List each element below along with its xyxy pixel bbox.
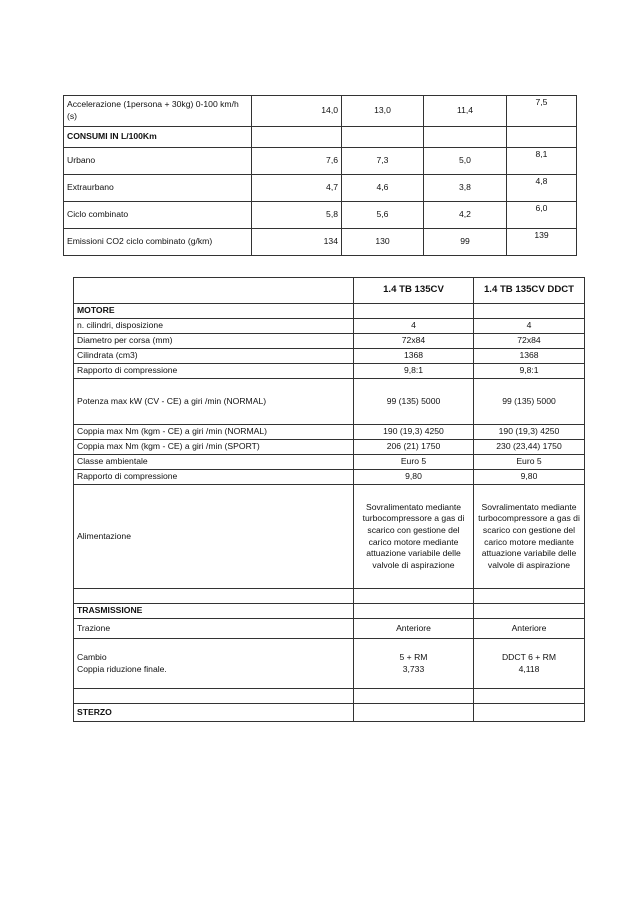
row-label: Coppia max Nm (kgm - CE) a giri /min (SPORT)	[74, 440, 354, 455]
table-row	[74, 455, 585, 470]
row-label: Potenza max kW (CV - CE) a giri /min (NORMAL)	[74, 379, 354, 425]
column-header: 1.4 TB 135CV	[354, 278, 474, 304]
section-header-row	[74, 704, 585, 722]
cell-value: 3,8	[424, 175, 507, 202]
cell-value: 8,1	[507, 148, 577, 175]
cell-value: Euro 5	[474, 455, 585, 470]
row-label: Classe ambientale	[74, 455, 354, 470]
table-row	[64, 96, 577, 127]
cell-value: 5,0	[424, 148, 507, 175]
table-row	[74, 364, 585, 379]
section-title: TRASMISSIONE	[74, 604, 354, 619]
cell-value: 4,7	[252, 175, 342, 202]
cell-value: 130	[342, 229, 424, 256]
table-row	[74, 440, 585, 455]
cell-value: 99 (135) 5000	[474, 379, 585, 425]
table-row	[74, 349, 585, 364]
cell-value: DDCT 6 + RM 4,118	[474, 639, 585, 689]
table-row	[74, 425, 585, 440]
cell-value: 7,5	[507, 96, 577, 127]
row-label: Ciclo combinato	[64, 202, 252, 229]
cell-value: Sovralimentato mediante turbocompressore a gas di scarico con gestione del carico motore mediante attuazione variabile delle valvole di aspirazione	[354, 485, 474, 589]
cell-value: 4,6	[342, 175, 424, 202]
row-label: Alimentazione	[74, 485, 354, 589]
cell-value: 11,4	[424, 96, 507, 127]
cell-value: 5,8	[252, 202, 342, 229]
table-row	[64, 148, 577, 175]
section-title: STERZO	[74, 704, 354, 722]
row-label: n. cilindri, disposizione	[74, 319, 354, 334]
cell-value: 9,80	[354, 470, 474, 485]
cell-value: 9,80	[474, 470, 585, 485]
section-header-row	[64, 127, 577, 148]
table-row	[74, 619, 585, 639]
section-title: MOTORE	[74, 304, 354, 319]
cell-value: 7,3	[342, 148, 424, 175]
cell-value: 4,2	[424, 202, 507, 229]
row-label: Accelerazione (1persona + 30kg) 0-100 km/h (s)	[64, 96, 252, 127]
table-row	[64, 175, 577, 202]
cell-value: 9,8:1	[474, 364, 585, 379]
cell-value: 99 (135) 5000	[354, 379, 474, 425]
row-label: Rapporto di compressione	[74, 470, 354, 485]
cell-value: 99	[424, 229, 507, 256]
table-row	[74, 639, 585, 689]
row-label: Coppia max Nm (kgm - CE) a giri /min (NORMAL)	[74, 425, 354, 440]
engine-spec-table	[73, 277, 585, 722]
cell-value: 5,6	[342, 202, 424, 229]
table-row	[74, 319, 585, 334]
cell-value: 134	[252, 229, 342, 256]
cell-value: 72x84	[474, 334, 585, 349]
spacer-row	[74, 589, 585, 604]
cell-value: 230 (23,44) 1750	[474, 440, 585, 455]
column-header: 1.4 TB 135CV DDCT	[474, 278, 585, 304]
row-label: Trazione	[74, 619, 354, 639]
row-label: Diametro per corsa (mm)	[74, 334, 354, 349]
cell-value: 139	[507, 229, 577, 256]
cell-value: Anteriore	[354, 619, 474, 639]
cell-value: 206 (21) 1750	[354, 440, 474, 455]
cell-value: Sovralimentato mediante turbocompressore a gas di scarico con gestione del carico motore mediante attuazione variabile delle valvole di aspirazione	[474, 485, 585, 589]
cell-value: 4	[354, 319, 474, 334]
row-label: Urbano	[64, 148, 252, 175]
cell-value: 4,8	[507, 175, 577, 202]
row-label: Emissioni CO2 ciclo combinato (g/km)	[64, 229, 252, 256]
section-header-row	[74, 304, 585, 319]
cell-value: 5 + RM 3,733	[354, 639, 474, 689]
cell-value: 6,0	[507, 202, 577, 229]
spacer-row	[74, 689, 585, 704]
cell-value: Anteriore	[474, 619, 585, 639]
cell-value: 14,0	[252, 96, 342, 127]
cell-value: 72x84	[354, 334, 474, 349]
column-header-row	[74, 278, 585, 304]
table-row	[74, 334, 585, 349]
row-label: Cilindrata (cm3)	[74, 349, 354, 364]
performance-consumption-table	[63, 95, 577, 256]
cell-value: 1368	[354, 349, 474, 364]
cell-value: Euro 5	[354, 455, 474, 470]
table-row	[74, 379, 585, 425]
cell-value: 1368	[474, 349, 585, 364]
cell-value: 9,8:1	[354, 364, 474, 379]
table-row	[74, 470, 585, 485]
cell-value: 13,0	[342, 96, 424, 127]
row-label: Cambio Coppia riduzione finale.	[74, 639, 354, 689]
table-row	[74, 485, 585, 589]
cell-value: 190 (19,3) 4250	[474, 425, 585, 440]
cell-value: 7,6	[252, 148, 342, 175]
cell-value: 4	[474, 319, 585, 334]
row-label: Rapporto di compressione	[74, 364, 354, 379]
table-row	[64, 229, 577, 256]
section-header-row	[74, 604, 585, 619]
row-label: Extraurbano	[64, 175, 252, 202]
cell-value: 190 (19,3) 4250	[354, 425, 474, 440]
table-row	[64, 202, 577, 229]
section-title: CONSUMI IN L/100Km	[64, 127, 252, 148]
